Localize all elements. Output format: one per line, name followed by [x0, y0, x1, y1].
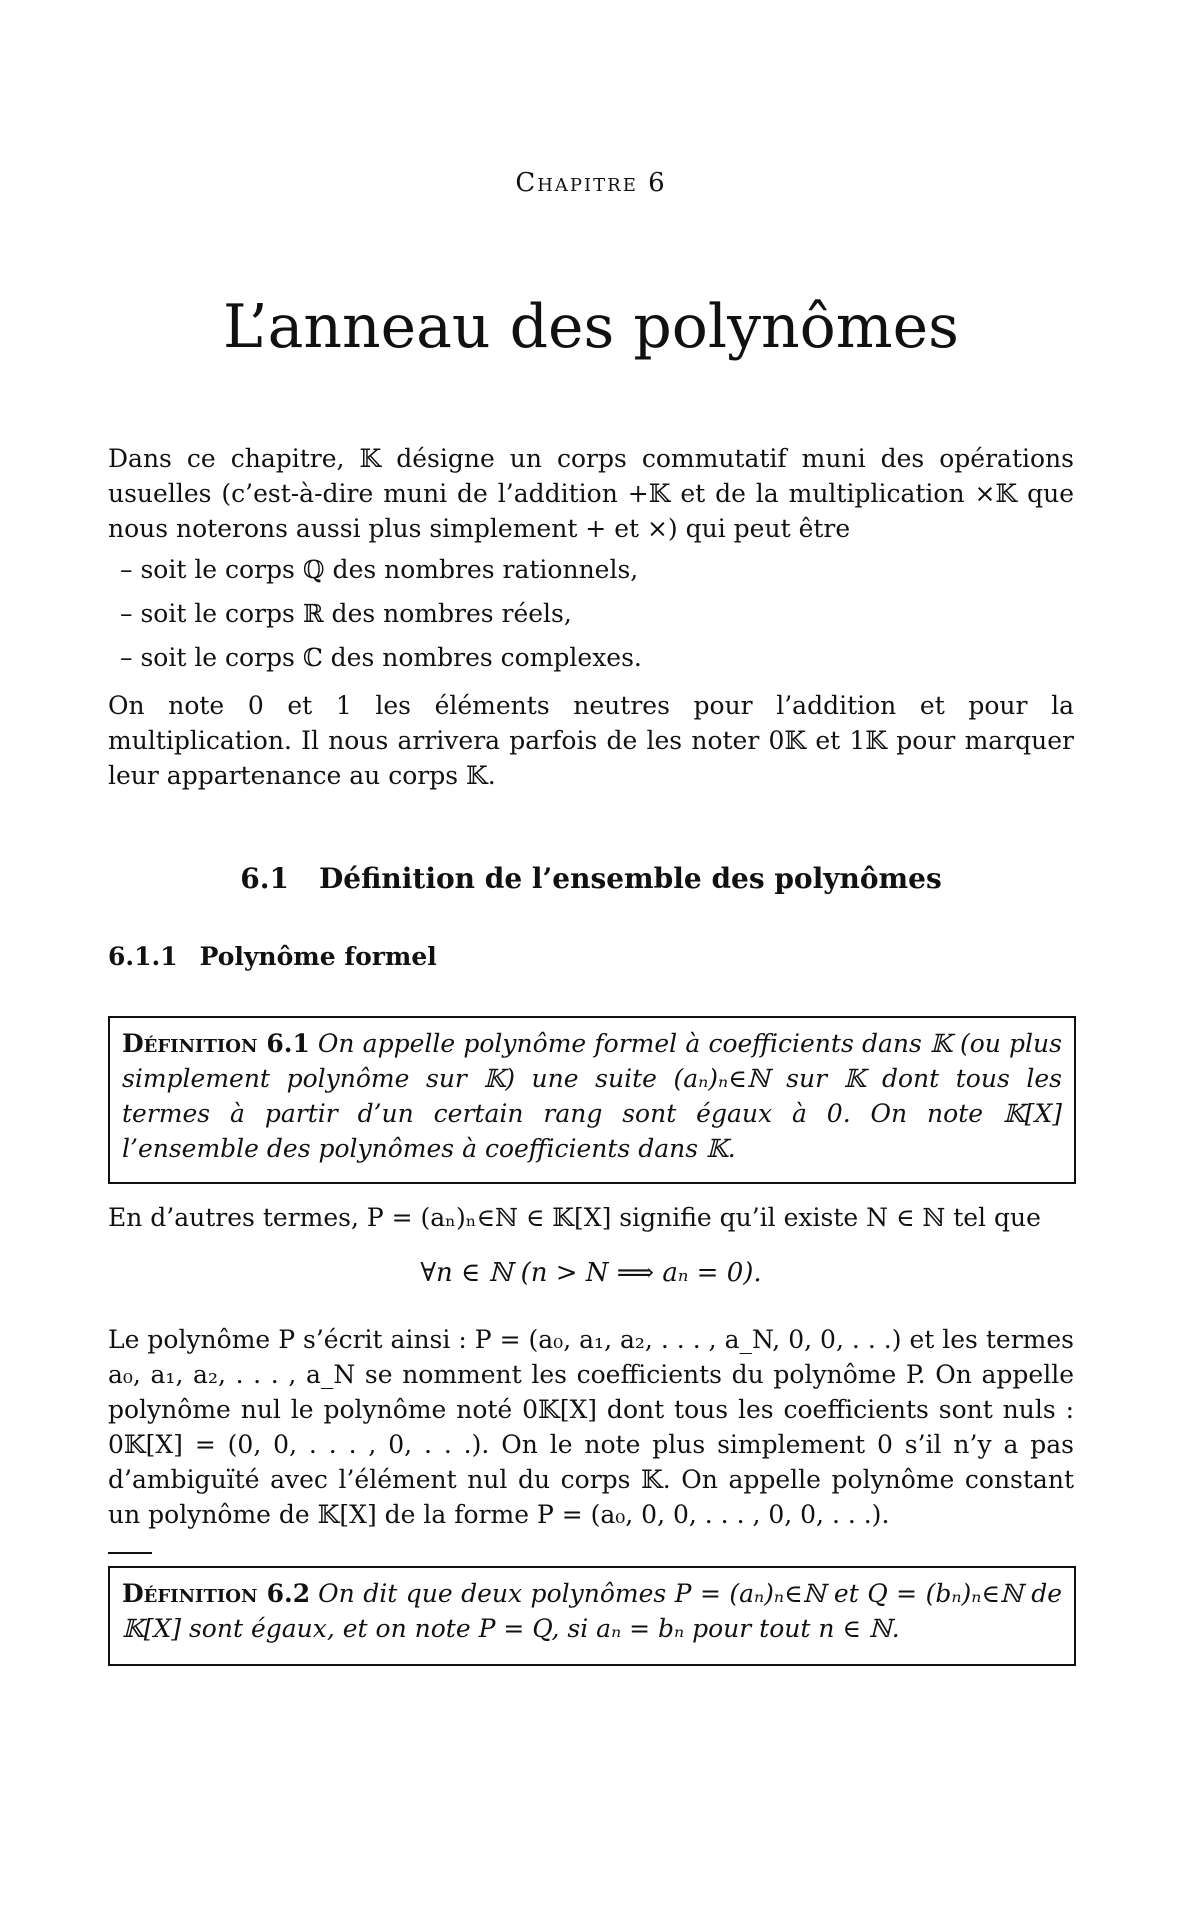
paragraph-coefficients: Le polynôme P s’écrit ainsi : P = (a₀, a₁, a₂, . . . , a_N, 0, 0, . . .) et les termes a₀, a₁, a₂, . . . , a_N se nomment les coefficients du polynôme P. On appelle polynôme nul le polynôme noté 0𝕂[X] dont tous les coefficients sont nuls : 0𝕂[X] = (0, 0, . . . , 0, . . .). On le note plus simplement 0 s’il n’y a pas d’ambiguïté avec l’élément nul du corps 𝕂. On appelle polynôme constant un polynôme de 𝕂[X] de la forme P = (a₀, 0, 0, . . . , 0, 0, . . .).	[108, 1325, 1074, 1529]
subsection-number: 6.1.1	[108, 942, 178, 971]
subsection-title: Polynôme formel	[199, 942, 437, 971]
list-item: – soit le corps ℚ des nombres rationnels,	[120, 555, 639, 584]
paragraph-equivalent: En d’autres termes, P = (aₙ)ₙ∈ℕ ∈ 𝕂[X] signifie qu’il existe N ∈ ℕ tel que	[108, 1203, 1041, 1232]
chapter-label: Chapitre 6	[515, 168, 667, 198]
section-heading	[108, 862, 1074, 895]
list-item: – soit le corps ℝ des nombres réels,	[120, 599, 572, 628]
definition-text: On appelle polynôme formel à coefficients dans 𝕂 (ou plus simplement polynôme sur 𝕂) une suite (aₙ)ₙ∈ℕ sur 𝕂 dont tous les termes à partir d’un certain rang sont égaux à 0. On note 𝕂[X] l’ensemble des polynômes à coefficients dans 𝕂.	[122, 1029, 1062, 1163]
chapter-title: L’anneau des polynômes	[223, 292, 959, 362]
display-formula: ∀n ∈ ℕ (n > N ⟹ aₙ = 0).	[420, 1258, 762, 1288]
definition-text: On dit que deux polynômes P = (aₙ)ₙ∈ℕ et Q = (bₙ)ₙ∈ℕ de 𝕂[X] sont égaux, et on note P = Q, si aₙ = bₙ pour tout n ∈ ℕ.	[122, 1579, 1062, 1643]
definition-label: Définition 6.2	[122, 1579, 311, 1608]
intro-paragraph: Dans ce chapitre, 𝕂 désigne un corps commutatif muni des opérations usuelles (c’est-à-dire muni de l’addition +𝕂 et de la multiplication ×𝕂 que nous noterons aussi plus simplement + et ×) qui peut être	[108, 444, 1074, 543]
margin-mark	[108, 1552, 152, 1554]
field-list	[120, 552, 1070, 684]
definition-label: Définition 6.1	[122, 1029, 310, 1058]
section-title: Définition de l’ensemble des polynômes	[318, 862, 942, 895]
subsection-heading	[108, 942, 437, 971]
definition-box-2	[108, 1566, 1076, 1666]
neutral-elements-note: On note 0 et 1 les éléments neutres pour l’addition et pour la multiplication. Il nous arrivera parfois de les noter 0𝕂 et 1𝕂 pour marquer leur appartenance au corps 𝕂.	[108, 691, 1074, 790]
list-item: – soit le corps ℂ des nombres complexes.	[120, 643, 642, 672]
section-number: 6.1	[240, 862, 289, 895]
definition-box-1	[108, 1016, 1076, 1184]
